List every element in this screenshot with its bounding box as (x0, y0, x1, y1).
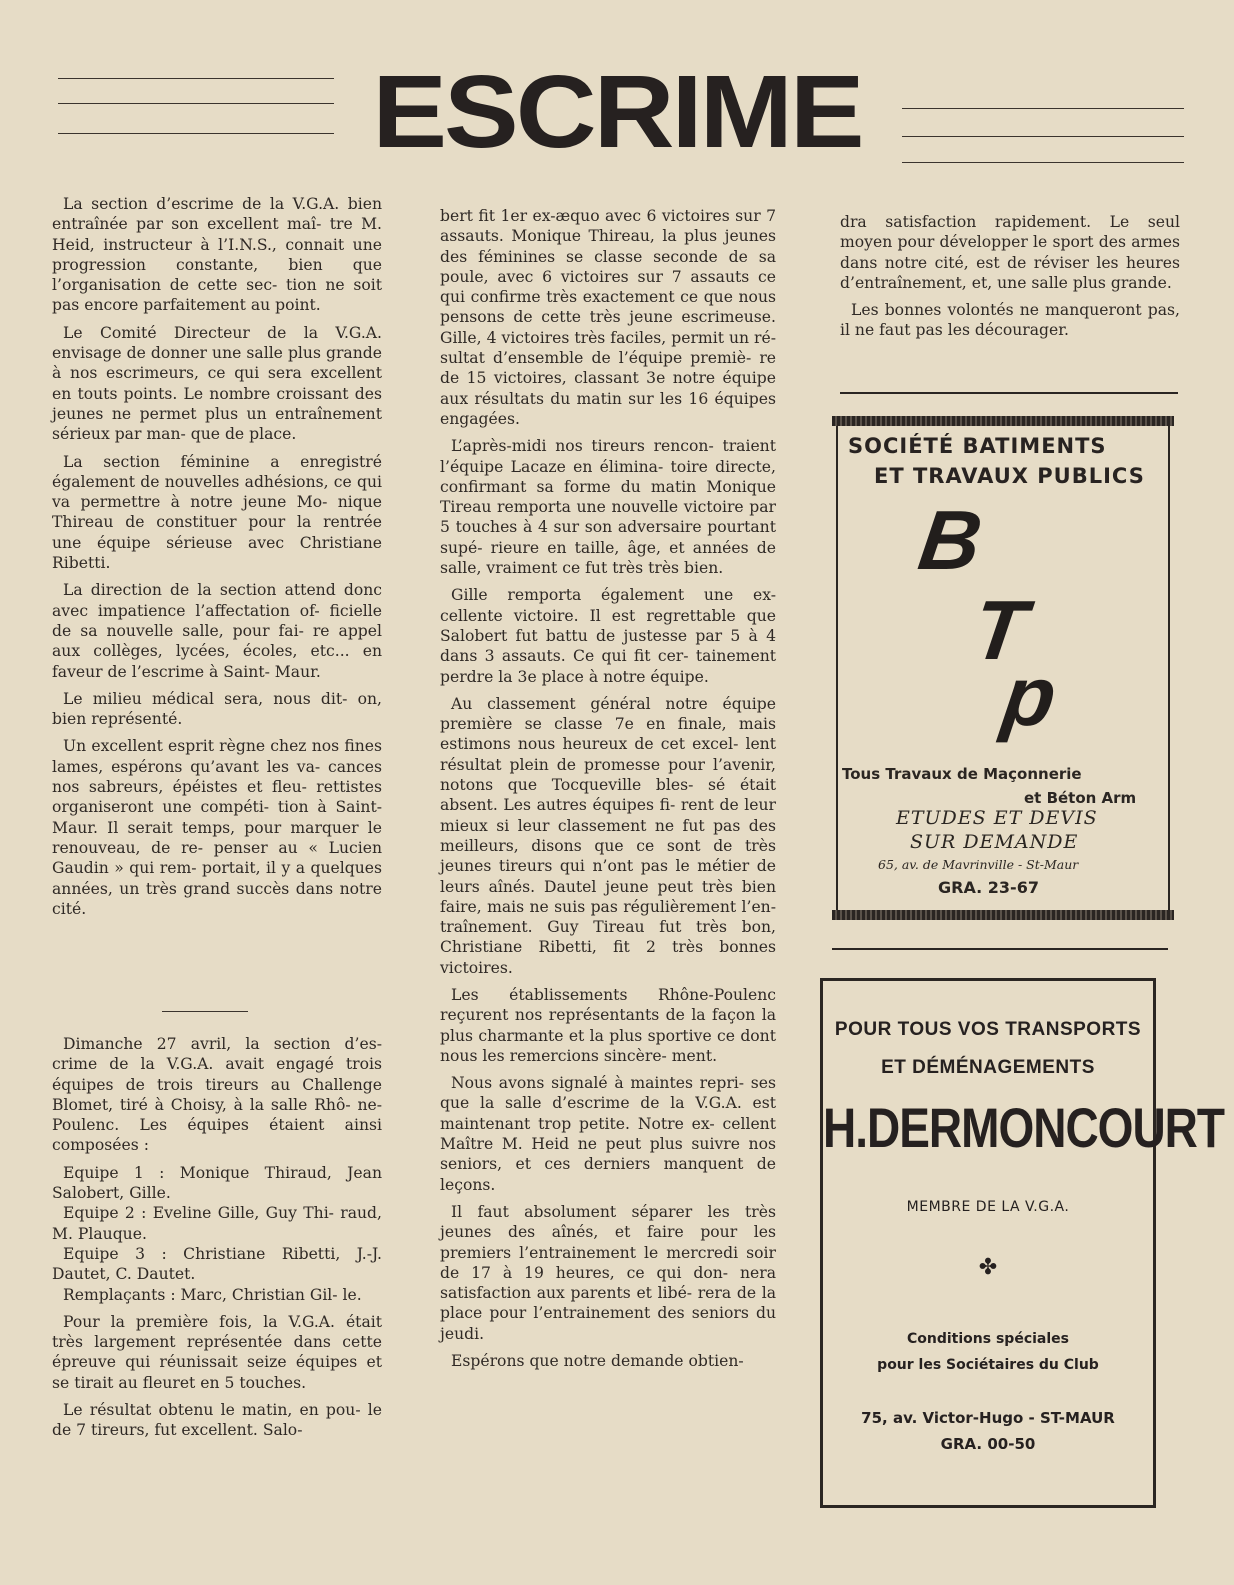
logo-letter-b: B (913, 493, 988, 587)
ad-title-line-2: ET TRAVAUX PUBLICS (874, 464, 1145, 488)
ad-address: 75, av. Victor-Hugo - ST-MAUR (861, 1409, 1115, 1427)
ad-phone: GRA. 23-67 (938, 878, 1039, 897)
paragraph: La section d’escrime de la V.G.A. bien entraînée par son excellent maî- tre M. Heid, instructeur à l’I.N.S., connait une progression constante, bien que l’organisation de cette sec- tion ne soit pas encore parfaitement au point. (52, 195, 382, 315)
ad-studies-line-1: ETUDES ET DEVIS (896, 807, 1098, 829)
header-rule (58, 103, 334, 104)
logo-letter-t: T (967, 583, 1032, 677)
company-name: H.DERMONCOURT (823, 1096, 1224, 1160)
ad-services-line-1: Tous Travaux de Maçonnerie (842, 765, 1082, 783)
ad-line-1: POUR TOUS VOS TRANSPORTS (834, 1019, 1142, 1040)
header-rule (902, 136, 1184, 137)
conditions-line-1: Conditions spéciales (907, 1331, 1069, 1347)
paragraph: bert fit 1er ex-æquo avec 6 victoires sur 7 assauts. Monique Thireau, la plus jeunes des féminines se classe seconde de sa poule, avec 6 victoires sur 7 assauts ce qui confirme très exactement ce que nous pensons de cette très jeune escrimeuse. Gille, 4 victoires très faciles, permit un ré- sultat d’ensemble de l’équipe premiè- re de 15 victoires, classant 3e notre équipe aux résultats du matin sur les 16 équipes engagées. (440, 207, 776, 428)
paragraph: Equipe 1 : Monique Thiraud, Jean Salobert, Gille. (52, 1163, 382, 1203)
paragraph: Le Comité Directeur de la V.G.A. envisage de donner une salle plus grande à nos escrimeurs, ce qui sera excellent en touts points. Le nombre croissant des jeunes ne permet plus un entraînement sérieux par man- que de place. (52, 323, 382, 444)
paragraph: Le milieu médical sera, nous dit- on, bien représenté. (52, 689, 382, 729)
logo-letter-p: p (997, 649, 1062, 743)
paragraph: Il faut absolument séparer les très jeunes des aînés, et faire pour les premiers l’entrainement le mercredi soir de 17 à 19 heures, ce qui don- nera satisfaction aux parents et libé- rera de la place pour l’entrainement des seniors du jeudi. (440, 1202, 776, 1343)
dermoncourt-advertisement (820, 978, 1224, 1508)
paragraph: La section féminine a enregistré également de nouvelles adhésions, ce qui va permettre à notre jeune Mo- nique Thireau de constituer pour la rentrée une équipe sérieuse avec Christiane Ribetti. (52, 452, 382, 573)
conditions-line-2: pour les Sociétaires du Club (877, 1357, 1099, 1373)
paragraph: Au classement général notre équipe première se classe 7e en finale, mais estimons nous heureux de cet excel- lent résultat plein de promesse pour l’avenir, notons que Tocqueville bles- sé était absent. Les autres équipes fi- rent de leur mieux si leur classement ne fut pas des meilleurs, disons que ce sont de très jeunes tireurs qui n’ont pas le métier de leurs aînés. Dautel jeune peut très bien faire, mais ne suis pas régulièrement l’en- traînement. Guy Tireau fut très bon, Christiane Ribetti, fit 2 très bonnes victoires. (440, 694, 776, 977)
paragraph: Gille remporta également une ex- cellente victoire. Il est regrettable que Salobert fut battu de justesse par 5 à 4 dans 3 assauts. Ce qui fit cer- tainement perdre la 3e place à notre équipe. (440, 586, 776, 686)
article-column-2 (440, 206, 776, 1378)
paragraph: Dimanche 27 avril, la section d’es- crime de la V.G.A. avait engagé trois équipes de trois tireurs au Challenge Blomet, tiré à Choisy, à la salle Rhô- ne-Poulenc. Les équipes étaient ainsi composées : (52, 1035, 382, 1155)
paragraph: Pour la première fois, la V.G.A. était très largement représentée dans cette épreuve qui réunissait seize équipes et se tirait au fleuret en 5 touches. (52, 1312, 382, 1392)
paragraph: Les bonnes volontés ne manqueront pas, il ne faut pas les décourager. (840, 301, 1180, 340)
paragraph: Nous avons signalé à maintes repri- ses que la salle d’escrime de la V.G.A. est maintenant trop petite. Notre ex- cellent Maître M. Heid ne peut plus suivre nos seniors, et ces derniers manquent de leçons. (440, 1074, 776, 1194)
paragraph: Les établissements Rhône-Poulenc reçurent nos représentants de la façon la plus charmante et la plus sportive ce dont nous les remercions sincère- ment. (440, 985, 776, 1065)
paragraph: Le résultat obtenu le matin, en pou- le de 7 tireurs, fut excellent. Salo- (52, 1401, 382, 1440)
article-column-3 (840, 212, 1180, 348)
ad-studies-line-2: SUR DEMANDE (910, 831, 1079, 853)
page-title: ESCRIME (372, 54, 862, 170)
paragraph: Espérons que notre demande obtien- (451, 1352, 744, 1371)
ad-line-2: ET DÉMÉNAGEMENTS (881, 1057, 1095, 1078)
btp-advertisement (836, 420, 1170, 914)
header-rule (58, 78, 334, 79)
section-divider (162, 1011, 248, 1012)
paragraph: La direction de la section attend donc avec impatience l’affectation of- ficielle de sa nouvelle salle, pour fai- re appel aux collèges, lycées, écoles, etc... en faveur de l’escrime à Saint- Maur. (52, 581, 382, 681)
ad-border-top (832, 416, 1174, 426)
ad-address: 65, av. de Mavrinville - St-Maur (878, 857, 1079, 872)
ad-phone: GRA. 00-50 (940, 1435, 1036, 1453)
article-column-1 (52, 194, 382, 926)
paragraph: Equipe 2 : Eveline Gille, Guy Thi- raud, M. Plauque. (52, 1204, 382, 1243)
membership-text: MEMBRE DE LA V.G.A. (906, 1199, 1070, 1215)
ad-divider (832, 948, 1168, 950)
ad-services-line-2: et Béton Arm (1024, 789, 1137, 807)
paragraph: L’après-midi nos tireurs rencon- traient l’équipe Lacaze en élimina- toire directe, confirmant sa forme du matin Monique Tireau remporta une nouvelle victoire par 5 touches à 4 sur son adversaire pourtant supé- rieure en taille, âge, et années de salle, vraiment ce fut très très bien. (440, 437, 776, 578)
paragraph: dra satisfaction rapidement. Le seul moyen pour développer le sport des armes dans notre cité, est de réviser les heures d’entraînement, et, une salle plus grande. (840, 213, 1180, 292)
paragraph: Un excellent esprit règne chez nos fines lames, espérons qu’avant les va- cances nos sabreurs, épéistes et fleu- rettistes organiseront une compéti- tion à Saint-Maur. Il serait temps, pour marquer le renouveau, de re- penser au « Lucien Gaudin » qui rem- portait, il y a quelques années, un très grand succès dans notre cité. (52, 737, 382, 918)
header-rule (902, 162, 1184, 163)
ad-border-bottom (832, 910, 1174, 920)
paragraph: Equipe 3 : Christiane Ribetti, J.-J. Dautet, C. Dautet. (52, 1244, 382, 1284)
article-column-1-continued (52, 1034, 382, 1448)
column-divider (840, 392, 1178, 394)
ornament-icon: ✤ (978, 1255, 998, 1280)
ad-title-line-1: SOCIÉTÉ BATIMENTS (848, 434, 1107, 458)
paragraph: Remplaçants : Marc, Christian Gil- le. (63, 1285, 362, 1304)
header-rule (58, 133, 334, 134)
header-rule (902, 108, 1184, 109)
